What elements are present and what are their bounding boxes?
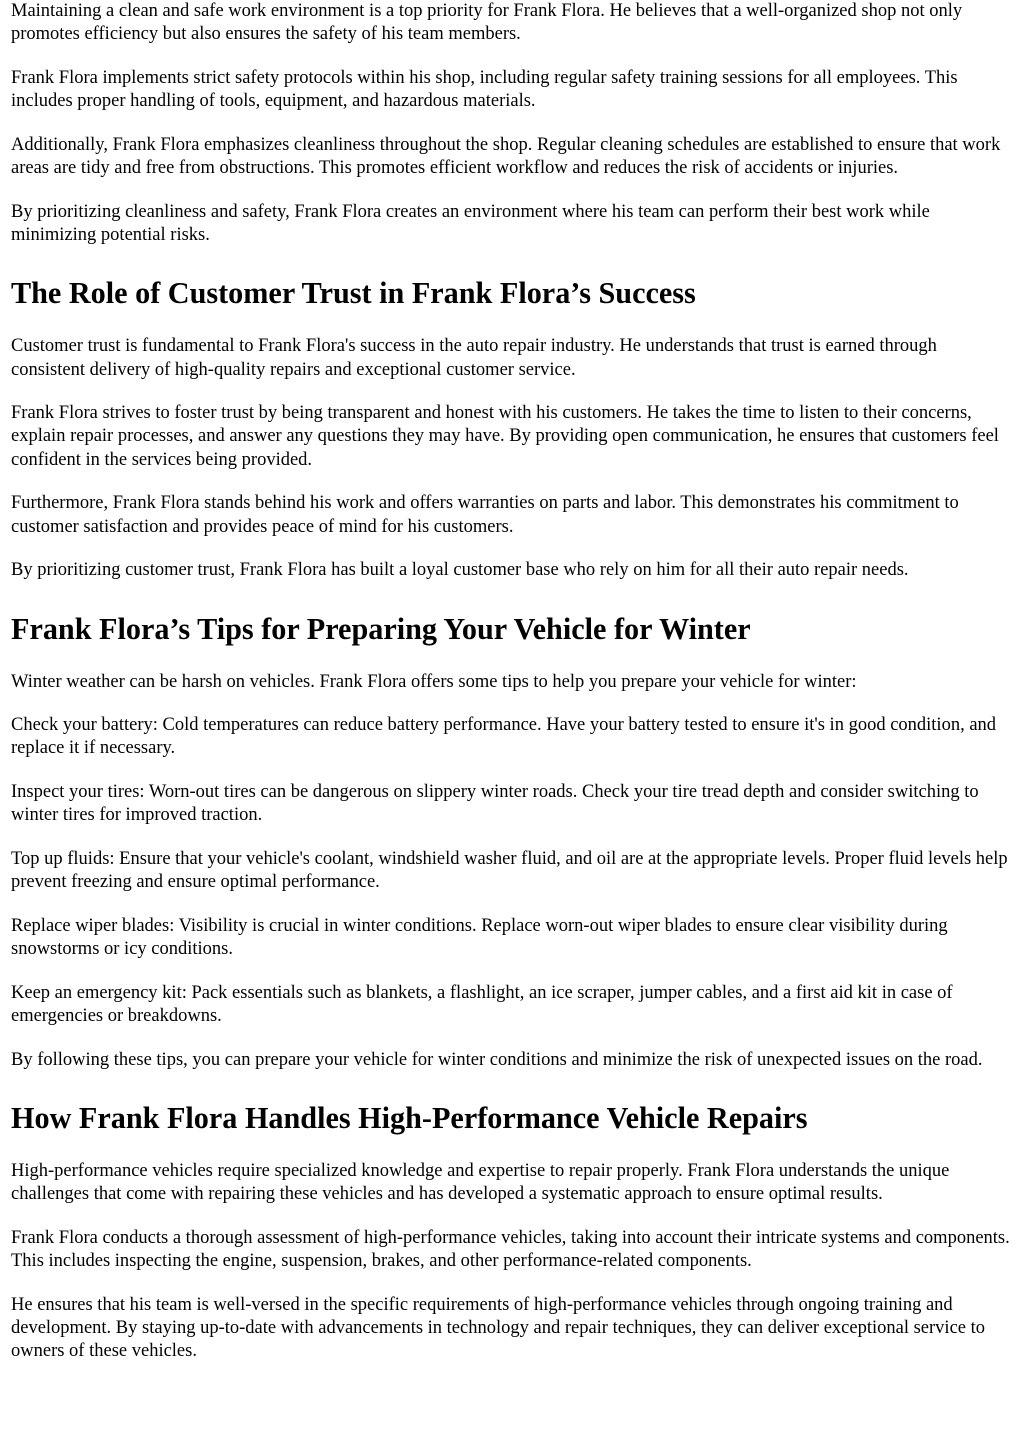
paragraph: By prioritizing cleanliness and safety, Frank Flora creates an environment where his team can perform their best work while minimizing potential risks. (11, 201, 930, 245)
paragraph: Check your battery: Cold temperatures can reduce battery performance. Have your battery tested to ensure it's in good condition, and replace it if necessary. (11, 715, 997, 759)
paragraph: Top up fluids: Ensure that your vehicle's coolant, windshield washer fluid, and oil are at the appropriate levels. Proper fluid levels help prevent freezing and ensure optimal performance. (11, 848, 1008, 893)
paragraph: Frank Flora conducts a thorough assessment of high-performance vehicles, taking into account their intricate systems and components. This includes inspecting the engine, suspension, brakes, and other performance-related components. (11, 1227, 1010, 1272)
paragraph: Replace wiper blades: Visibility is crucial in winter conditions. Replace worn-out wiper blades to ensure clear visibility during snowstorms or icy conditions. (11, 915, 948, 960)
section-shop-safety (11, 0, 1013, 247)
section-heading: The Role of Customer Trust in Frank Flora’s Success (11, 276, 696, 311)
section-heading: Frank Flora’s Tips for Preparing Your Vehicle for Winter (11, 611, 751, 646)
paragraph: Frank Flora strives to foster trust by being transparent and honest with his customers. He takes the time to listen to their concerns, explain repair processes, and answer any questions they may have. By providing open communication, he ensures that customers feel confident in the services being provided. (11, 403, 999, 470)
section-winter-tips (11, 611, 1013, 1072)
paragraph: Furthermore, Frank Flora stands behind his work and offers warranties on parts and labor. This demonstrates his commitment to customer satisfaction and provides peace of mind for his customers. (11, 493, 959, 537)
section-high-performance (11, 1100, 1013, 1364)
paragraph: Winter weather can be harsh on vehicles. Frank Flora offers some tips to help you prepare your vehicle for winter: (11, 671, 857, 692)
paragraph: Customer trust is fundamental to Frank Flora's success in the auto repair industry. He understands that trust is earned through consistent delivery of high-quality repairs and exceptional customer service. (11, 336, 937, 380)
paragraph: Keep an emergency kit: Pack essentials such as blankets, a flashlight, an ice scraper, jumper cables, and a first aid kit in case of emergencies or breakdowns. (11, 982, 953, 1026)
paragraph: Maintaining a clean and safe work environment is a top priority for Frank Flora. He believes that a well-organized shop not only promotes efficiency but also ensures the safety of his team members. (11, 1, 963, 45)
section-customer-trust (11, 275, 1013, 582)
paragraph: Inspect your tires: Worn-out tires can be dangerous on slippery winter roads. Check your tire tread depth and consider switching to winter tires for improved traction. (11, 782, 979, 826)
paragraph: Frank Flora implements strict safety protocols within his shop, including regular safety training sessions for all employees. This includes proper handling of tools, equipment, and hazardous materials. (11, 67, 958, 112)
paragraph: He ensures that his team is well-versed in the specific requirements of high-performance vehicles through ongoing training and development. By staying up-to-date with advancements in technology and repair techniques, they can deliver exceptional service to owners of these vehicles. (11, 1294, 986, 1362)
section-heading: How Frank Flora Handles High-Performance Vehicle Repairs (11, 1100, 808, 1135)
paragraph: Additionally, Frank Flora emphasizes cleanliness throughout the shop. Regular cleaning schedules are established to ensure that work areas are tidy and free from obstructions. This promotes efficient workflow and reduces the risk of accidents or injuries. (11, 134, 1001, 179)
paragraph: High-performance vehicles require specialized knowledge and expertise to repair properly. Frank Flora understands the unique challenges that come with repairing these vehicles and has developed a systematic approach to ensure optimal results. (11, 1160, 950, 1205)
paragraph: By prioritizing customer trust, Frank Flora has built a loyal customer base who rely on him for all their auto repair needs. (11, 560, 909, 581)
paragraph: By following these tips, you can prepare your vehicle for winter conditions and minimize the risk of unexpected issues on the road. (11, 1049, 983, 1070)
